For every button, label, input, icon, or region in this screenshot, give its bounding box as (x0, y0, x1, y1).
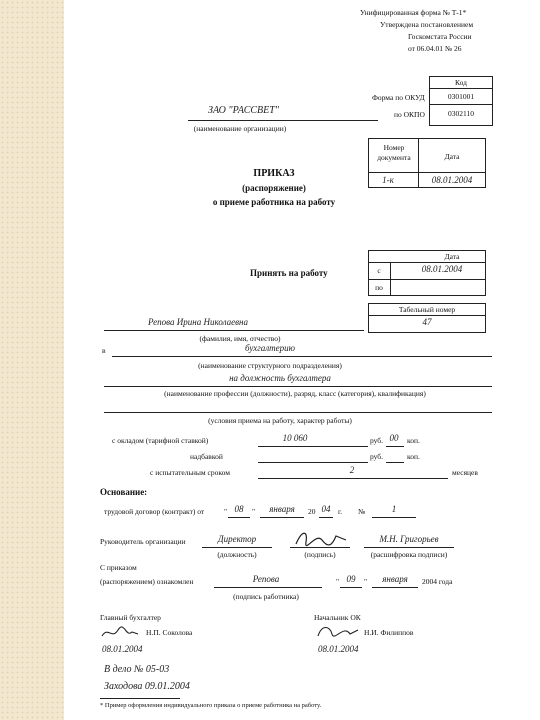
ack-caption: (подпись работника) (233, 592, 299, 601)
docnum-col2: Дата (444, 152, 460, 161)
note-signed: Заходова 09.01.2004 (104, 681, 190, 692)
hire-date-head: Дата (444, 252, 460, 261)
note-file: В дело № 05-03 (104, 664, 170, 675)
form-line4: от 06.04.01 № 26 (408, 44, 462, 53)
head-sign-caption: (подпись) (304, 550, 336, 559)
accountant-name: Н.П. Соколова (146, 628, 193, 637)
codes-title: Код (455, 78, 467, 87)
hr-signature-icon (316, 622, 360, 642)
form-line2: Утверждена постановлением (380, 20, 474, 29)
salary-kop-value: 00 (389, 433, 399, 443)
salary-kop: коп. (407, 436, 420, 445)
ack-day: 09 (346, 574, 356, 584)
salary-rub: руб. (370, 436, 383, 445)
contract-label: трудовой договор (контракт) от (104, 507, 205, 516)
okpo-label: по ОКПО (394, 110, 425, 119)
docnum-date: 08.01.2004 (431, 175, 473, 185)
basis-year: 04 (321, 504, 331, 514)
head-label: Руководитель организации (100, 537, 186, 546)
tab-head: Табельный номер (398, 305, 456, 314)
head-position-caption: (должность) (217, 550, 257, 559)
footnote: * Пример оформления индивидуального приказа о приеме работника на работу. (100, 702, 322, 709)
dept-caption: (наименование структурного подразделения) (198, 361, 342, 370)
accountant-signature-icon (100, 624, 140, 642)
docnum-col1: Номер документа (377, 143, 411, 162)
position-caption: (наименование профессии (должности), разряд, класс (категория), квалификация) (164, 389, 426, 398)
ack-sign: Репова (252, 574, 280, 584)
org-name: ЗАО "РАССВЕТ" (208, 105, 280, 116)
head-position: Директор (217, 534, 257, 544)
basis-year-suffix: г. (338, 507, 343, 516)
hr-label: Начальник ОК (314, 613, 361, 622)
hire-from-label: с (377, 266, 381, 275)
order-subtitle: (распоряжение) (242, 183, 306, 193)
basis-num: 1 (391, 504, 397, 514)
bonus-rub: руб. (370, 452, 383, 461)
dept-value: бухгалтерию (244, 343, 296, 353)
tab-value: 47 (422, 317, 432, 327)
okpo-value: 0302110 (448, 109, 474, 118)
basis-year-prefix: 20 (308, 507, 316, 516)
salary-label: с окладом (тарифной ставкой) (112, 436, 209, 445)
salary-value: 10 060 (282, 433, 308, 443)
basis-day: 08 (234, 504, 244, 514)
ack-line1: С приказом (100, 563, 137, 572)
basis-label: Основание: (100, 487, 148, 497)
hire-label: Принять на работу (250, 268, 328, 278)
probation-label: с испытательным сроком (150, 468, 230, 477)
ack-year: 2004 года (422, 577, 453, 586)
conditions-caption: (условия приема на работу, характер работы) (208, 416, 352, 425)
bonus-label: надбавкой (190, 452, 223, 461)
head-signature-icon (292, 526, 352, 550)
order-subject: о приеме работника на работу (212, 197, 336, 207)
accountant-label: Главный бухгалтер (100, 613, 161, 622)
docnum-number: 1-к (382, 175, 394, 185)
basis-month: января (269, 504, 295, 514)
dept-prefix: в (102, 346, 106, 355)
position-value: на должность бухгалтера (229, 373, 331, 383)
head-decode-caption: (расшифровка подписи) (370, 550, 448, 559)
bonus-kop: коп. (407, 452, 420, 461)
okud-value: 0301001 (447, 92, 475, 101)
hr-name: Н.И. Филиппов (364, 628, 414, 637)
ack-month: января (382, 574, 408, 584)
decorative-sidebar (0, 0, 64, 720)
ack-line2: (распоряжением) ознакомлен (100, 577, 194, 586)
hire-from-value: 08.01.2004 (421, 264, 463, 274)
probation-value: 2 (349, 465, 355, 475)
order-title: ПРИКАЗ (253, 168, 295, 179)
accountant-date: 08.01.2004 (102, 644, 143, 654)
hire-to-label: по (375, 283, 383, 292)
basis-num-label: № (358, 507, 366, 516)
form-line1: Унифицированная форма № Т-1* (360, 8, 467, 17)
okud-label: Форма по ОКУД (372, 93, 425, 102)
employee-caption: (фамилия, имя, отчество) (199, 334, 281, 343)
head-decode: М.Н. Григорьев (379, 534, 439, 544)
order-document: Унифицированная форма № Т-1* Утверждена постановлением Госкомстата России от 06.04.01 № 26 Код Форма по ОКУД 0301001 по ОКПО 0302110 ЗАО "РАССВЕТ" (наименование организации) Номер документа Дата 1-к 08.01.2004 ПРИКАЗ (распоряжение) о приеме работника на работу Принять на работу Дата с 08.01.2004 по Табельный номер 47 Репова Ирина Николаевна (фамилия, имя, отчество) в бухгалтерию (наименование структурного подразделения) на должность бухгалтера (наименование профессии (должности), разряд, класс (категория), квалификация) (условия приема на работу, характер работы) с окладом (тарифной ставкой) 10 060 руб. 00 коп. надбавкой руб. коп. с испытательным сроком 2 месяцев Основание: трудовой договор (контракт) от " 08 " января 20 04 г. № 1 Руководитель организации Директор (должность) (подпись) М.Н. Григорьев (расшифровка подписи) С приказом (распоряжением) ознакомлен Репова " 09 " января 2004 года (подпись работника) Главный бухгалтер Н.П. Соколова 08.01.2004 Начальник ОК Н.И. Филиппов 08.01.2004 В дело № 05-03 Заходова 09.01.2004 * Пример оформления индивидуального приказа о приеме работника на работу. (90, 0, 510, 720)
form-line3: Госкомстата России (408, 32, 472, 41)
probation-unit: месяцев (452, 468, 478, 477)
org-caption: (наименование организации) (193, 124, 287, 133)
employee-name: Репова Ирина Николаевна (148, 317, 249, 327)
hr-date: 08.01.2004 (318, 644, 359, 654)
